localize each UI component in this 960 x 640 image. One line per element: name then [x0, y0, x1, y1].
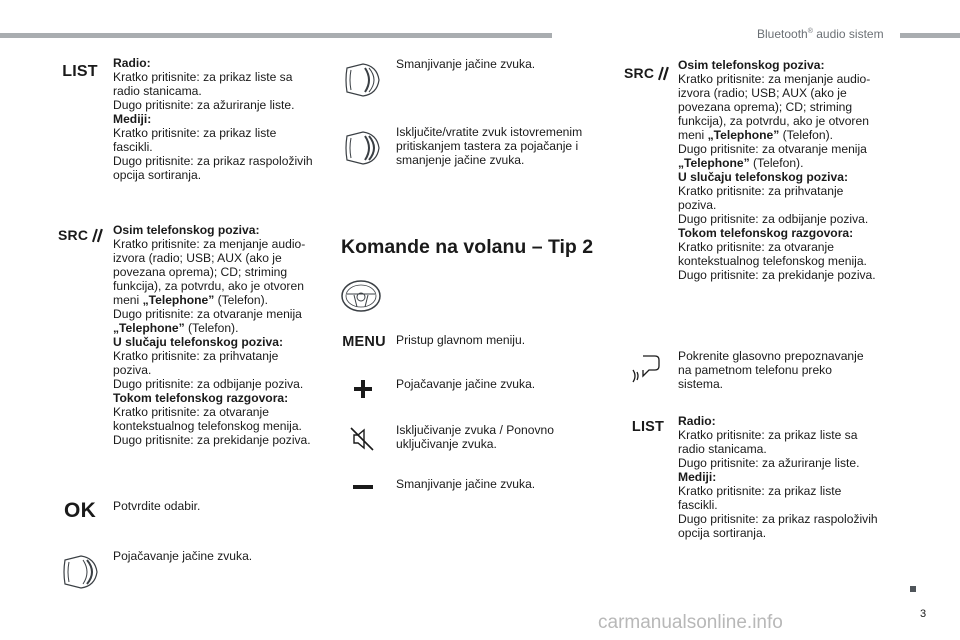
during-call-title: Tokom telefonskog razgovora: [113, 391, 289, 405]
radio-title: Radio: [113, 56, 151, 70]
volume-down-wheel-icon [340, 60, 384, 100]
page-header-title: Bluetooth® audio sistem [757, 27, 884, 41]
list-description [113, 56, 313, 182]
call-title: U slučaju telefonskog poziva: [113, 335, 284, 349]
list-button-icon: LIST [62, 63, 98, 80]
volume-up-wheel-icon [58, 552, 102, 592]
during-call-text-2: Kratko pritisnite: za otvaranje kontekstualnog telefonskog menija. Dugo pritisnite: za prekidanje poziva. [678, 240, 876, 282]
header-rule-right [900, 33, 960, 38]
menu-button-icon: MENU [342, 334, 386, 350]
steering-wheel-icon [338, 277, 384, 315]
list-button-icon-2: LIST [631, 419, 665, 435]
ok-button-icon: OK [64, 499, 96, 522]
src-title-2: Osim telefonskog poziva: [678, 58, 825, 72]
mute-wheel-icon [340, 128, 384, 168]
during-call-text: Kratko pritisnite: za otvaranje kontekstualnog telefonskog menija. Dugo pritisnite: za prekidanje poziva. [113, 405, 311, 447]
call-text-2: Kratko pritisnite: za prihvatanje poziva. Dugo pritisnite: za odbijanje poziva. [678, 184, 869, 226]
footer-bullet [910, 586, 916, 592]
ok-description: Potvrdite odabir. [113, 499, 201, 513]
volume-up-description: Pojačavanje jačine zvuka. [113, 549, 253, 563]
voice-recognition-icon [628, 351, 664, 387]
call-title-2: U slučaju telefonskog poziva: [678, 170, 849, 184]
minus-icon [352, 482, 374, 492]
call-text: Kratko pritisnite: za prihvatanje poziva. Dugo pritisnite: za odbijanje poziva. [113, 349, 304, 391]
header-rule [0, 33, 552, 38]
voice-description: Pokrenite glasovno prepoznavanje na pametnom telefonu preko sistema. [678, 349, 864, 391]
mute2-description: Isključivanje zvuka / Ponovno uključivanje zvuka. [396, 423, 554, 451]
radio-title-2: Radio: [678, 414, 716, 428]
minus-description: Smanjivanje jačine zvuka. [396, 477, 536, 491]
media-text-2: Kratko pritisnite: za prikaz liste fascikli. Dugo pritisnite: za prikaz raspoloživih opcija sortiranja. [678, 484, 878, 540]
plus-icon [352, 378, 374, 400]
src-description-2 [678, 58, 878, 282]
src-text-2: Kratko pritisnite: za menjanje audio-izvora (radio; USB; AUX (ako je povezana oprema); CD; striming funkcija), za potvrdu, ako je otvoren meni „Telephone” (Telefon). Dugo pritisnite: za otvaranje menija „Telephone” (Telefon). [678, 72, 871, 170]
src-title: Osim telefonskog poziva: [113, 223, 260, 237]
list-description-2 [678, 414, 878, 540]
src-description [113, 223, 313, 447]
src-phone-button-icon: SRC [58, 225, 104, 245]
mute-speaker-icon [347, 424, 377, 454]
plus-description: Pojačavanje jačine zvuka. [396, 377, 536, 391]
media-title: Mediji: [113, 112, 152, 126]
section-title: Komande na volanu – Tip 2 [341, 236, 594, 258]
volume-down-description: Smanjivanje jačine zvuka. [396, 57, 536, 71]
radio-text: Kratko pritisnite: za prikaz liste sa radio stanicama. Dugo pritisnite: za ažuriranje liste. [113, 70, 295, 112]
mute-description: Isključite/vratite zvuk istovremenim pritiskanjem tastera za pojačanje i smanjenje jačine zvuka. [396, 125, 583, 167]
page-number: 3 [920, 608, 927, 620]
media-text: Kratko pritisnite: za prikaz liste fascikli. Dugo pritisnite: za prikaz raspoloživih opcija sortiranja. [113, 126, 313, 182]
menu-description: Pristup glavnom meniju. [396, 333, 526, 347]
during-call-title-2: Tokom telefonskog razgovora: [678, 226, 854, 240]
src-phone-button-icon-2: SRC [624, 63, 670, 83]
src-text: Kratko pritisnite: za menjanje audio-izvora (radio; USB; AUX (ako je povezana oprema); CD; striming funkcija), za potvrdu, ako je otvoren meni „Telephone” (Telefon). Dugo pritisnite: za otvaranje menija „Telephone” (Telefon). [113, 237, 306, 335]
media-title-2: Mediji: [678, 470, 717, 484]
radio-text-2: Kratko pritisnite: za prikaz liste sa radio stanicama. Dugo pritisnite: za ažuriranje liste. [678, 428, 860, 470]
watermark: carmanualsonline.info [598, 612, 783, 633]
